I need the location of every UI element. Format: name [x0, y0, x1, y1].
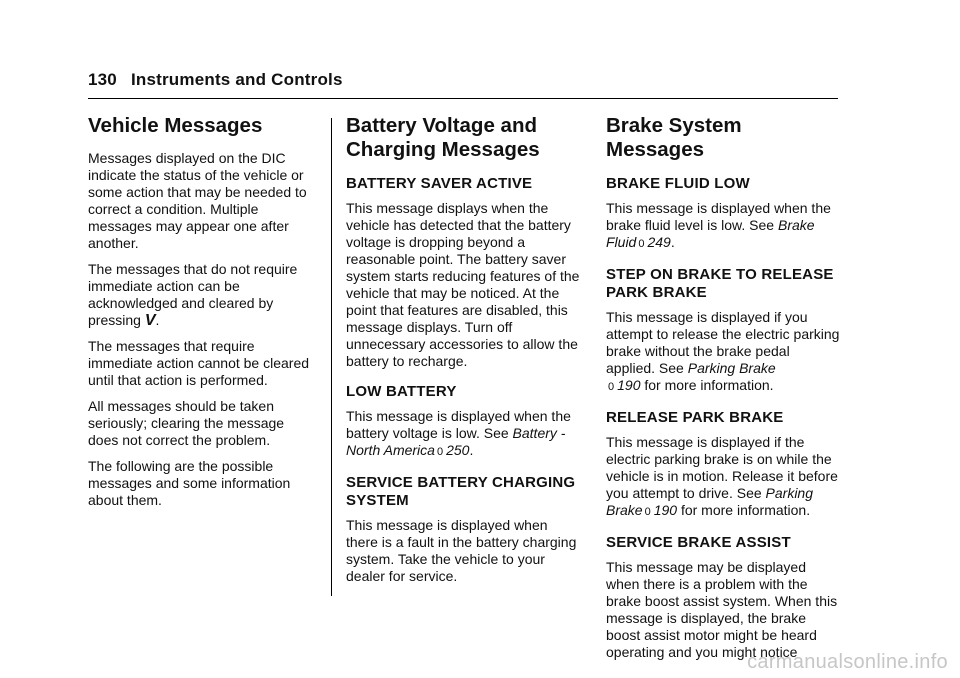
column-divider — [331, 118, 332, 596]
brake-fluid-low-heading: BRAKE FLUID LOW — [606, 175, 750, 192]
page-ref-number[interactable]: 190 — [653, 502, 678, 518]
paragraph — [606, 200, 842, 253]
paragraph-text: This message is displayed when the brake fluid level is low. See — [606, 200, 831, 233]
period: . — [469, 442, 474, 458]
checkmark-icon: V — [144, 312, 156, 329]
battery-voltage-heading: Battery Voltage and Charging Messages — [346, 114, 540, 161]
paragraph — [606, 309, 842, 396]
paragraph-text: for more information. — [677, 502, 811, 518]
step-on-brake-heading: STEP ON BRAKE TO RELEASE PARK BRAKE — [606, 266, 834, 301]
cross-reference-link[interactable]: Parking Brake — [687, 360, 776, 376]
paragraph-text: This message is displayed if you attempt to release the electric parking brake without the brake pedal applied. See — [606, 309, 840, 376]
release-park-brake-heading: RELEASE PARK BRAKE — [606, 409, 784, 426]
battery-saver-active-heading: BATTERY SAVER ACTIVE — [346, 175, 533, 192]
service-battery-heading: SERVICE BATTERY CHARGING SYSTEM — [346, 474, 576, 509]
paragraph: The following are the possible messages and some information about them. — [88, 458, 291, 508]
brake-system-heading: Brake System Messages — [606, 114, 742, 161]
paragraph: This message may be displayed when there is a problem with the brake boost assist system. When this message is displayed, the brake boost assist motor might be heard operating and you might notice — [606, 559, 838, 660]
page-number: 130 — [88, 70, 117, 89]
paragraph-text: for more information. — [640, 377, 774, 393]
vehicle-messages-heading: Vehicle Messages — [88, 114, 263, 137]
cross-reference-link[interactable]: Battery - North America — [346, 425, 566, 458]
watermark: carmanualsonline.info — [747, 651, 948, 673]
paragraph: This message displays when the vehicle has detected that the battery voltage is dropping beyond a reasonable point. The battery saver system starts reducing features of the vehicle that may be noticed. At the point that features are disabled, this message displays. Turn off unnecessary accessories to allow the battery to recharge. — [346, 200, 580, 369]
page-header — [88, 70, 343, 90]
paragraph-text: This message is displayed when the battery voltage is low. See — [346, 408, 571, 441]
header-rule — [88, 98, 838, 99]
paragraph-text: The messages that do not require immediate action can be acknowledged and cleared by pressing — [88, 261, 298, 328]
paragraph — [88, 261, 316, 329]
page-ref-arrow-icon: 0 — [644, 506, 651, 518]
paragraph — [606, 434, 842, 521]
period: . — [670, 234, 675, 250]
page-ref-number[interactable]: 249 — [647, 234, 671, 250]
paragraph: The messages that require immediate action cannot be cleared until that action is performed. — [88, 338, 310, 388]
page-ref-arrow-icon: 0 — [638, 238, 645, 250]
paragraph-text: This message is displayed if the electric parking brake is on while the vehicle is in motion. Release it before you attempt to drive. See — [606, 434, 838, 501]
paragraph: All messages should be taken seriously; clearing the message does not correct the problem. — [88, 398, 285, 448]
paragraph: This message is displayed when there is a fault in the battery charging system. Take the vehicle to your dealer for service. — [346, 517, 577, 584]
page-ref-number[interactable]: 190 — [617, 377, 641, 393]
cross-reference-link[interactable]: Parking Brake — [606, 485, 813, 518]
service-brake-assist-heading: SERVICE BRAKE ASSIST — [606, 534, 791, 551]
period: . — [155, 312, 160, 328]
page-ref-number[interactable]: 250 — [446, 442, 470, 458]
low-battery-heading: LOW BATTERY — [346, 383, 457, 400]
column-brake-messages — [606, 108, 842, 670]
column-battery-messages — [346, 108, 582, 594]
section-title: Instruments and Controls — [130, 70, 343, 89]
cross-reference-link[interactable]: Brake Fluid — [606, 217, 815, 250]
page-ref-arrow-icon: 0 — [608, 381, 615, 393]
paragraph: Messages displayed on the DIC indicate the status of the vehicle or some action that may be needed to correct a condition. Multiple messages may appear one after another. — [88, 150, 307, 251]
page-ref-arrow-icon: 0 — [436, 446, 444, 458]
paragraph — [346, 408, 582, 461]
column-vehicle-messages — [88, 108, 316, 518]
